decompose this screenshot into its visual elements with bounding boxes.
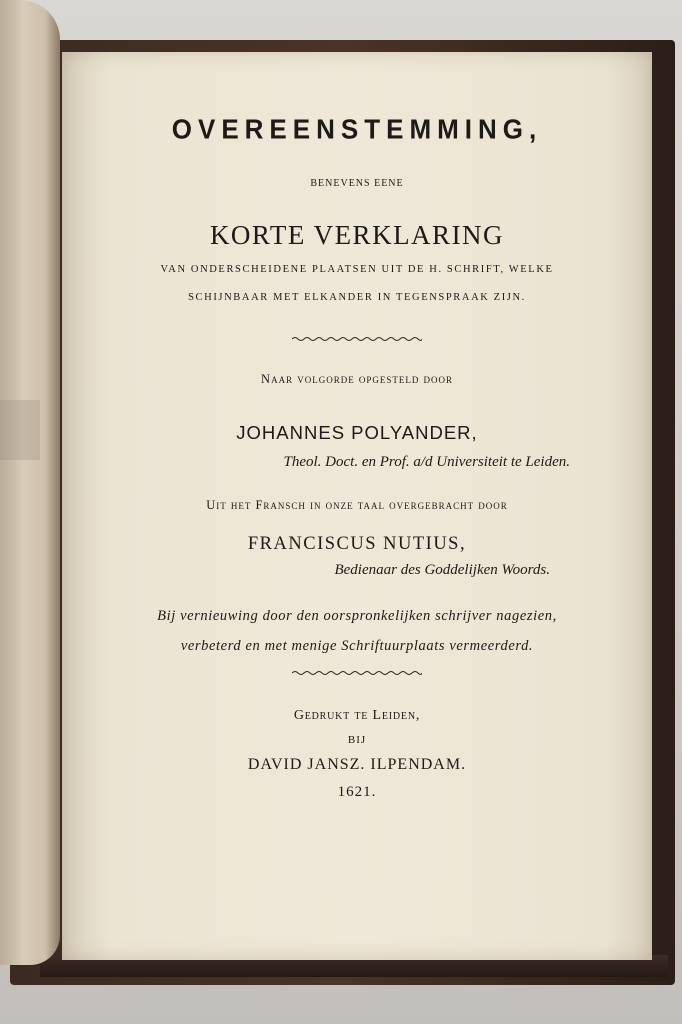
translator-name: FRANCISCUS NUTIUS, xyxy=(247,534,467,554)
arranged-by-text: Naar volgorde opgesteld door xyxy=(261,372,453,386)
left-page-showthrough xyxy=(0,400,40,460)
revision-note-line-1: Bij vernieuwing door den oorspronkelijken schrijver nagezien, xyxy=(157,608,557,624)
left-page xyxy=(0,0,60,965)
ornamental-rule xyxy=(292,336,422,342)
translator-role: Bedienaar des Goddelijken Woords. xyxy=(334,562,550,578)
revision-note-line-2: verbeterd en met menige Schriftuurplaats vermeerderd. xyxy=(180,638,534,654)
description-line-2: SCHIJNBAAR MET ELKANDER IN TEGENSPRAAK ZIJN. xyxy=(188,292,526,303)
printer-name: DAVID JANSZ. ILPENDAM. xyxy=(247,756,467,773)
book-title: OVEREENSTEMMING, xyxy=(171,113,543,145)
description-line-1: VAN ONDERSCHEIDENE PLAATSEN UIT DE H. SCHRIFT, WELKE xyxy=(160,264,554,275)
printed-at-text: Gedrukt te Leiden, xyxy=(293,708,421,723)
book-subtitle: KORTE VERKLARING xyxy=(209,220,505,250)
translated-by-text: Uit het Fransch in onze taal overgebracht door xyxy=(206,498,508,512)
publication-year: 1621. xyxy=(337,784,377,800)
author-role: Theol. Doct. en Prof. a/d Universiteit te Leiden. xyxy=(283,454,570,470)
author-name: JOHANNES POLYANDER, xyxy=(236,422,478,443)
title-page xyxy=(62,52,652,960)
ornamental-rule xyxy=(292,670,422,676)
by-text: BIJ xyxy=(347,734,367,746)
intro-text: BENEVENS EENE xyxy=(310,178,404,189)
